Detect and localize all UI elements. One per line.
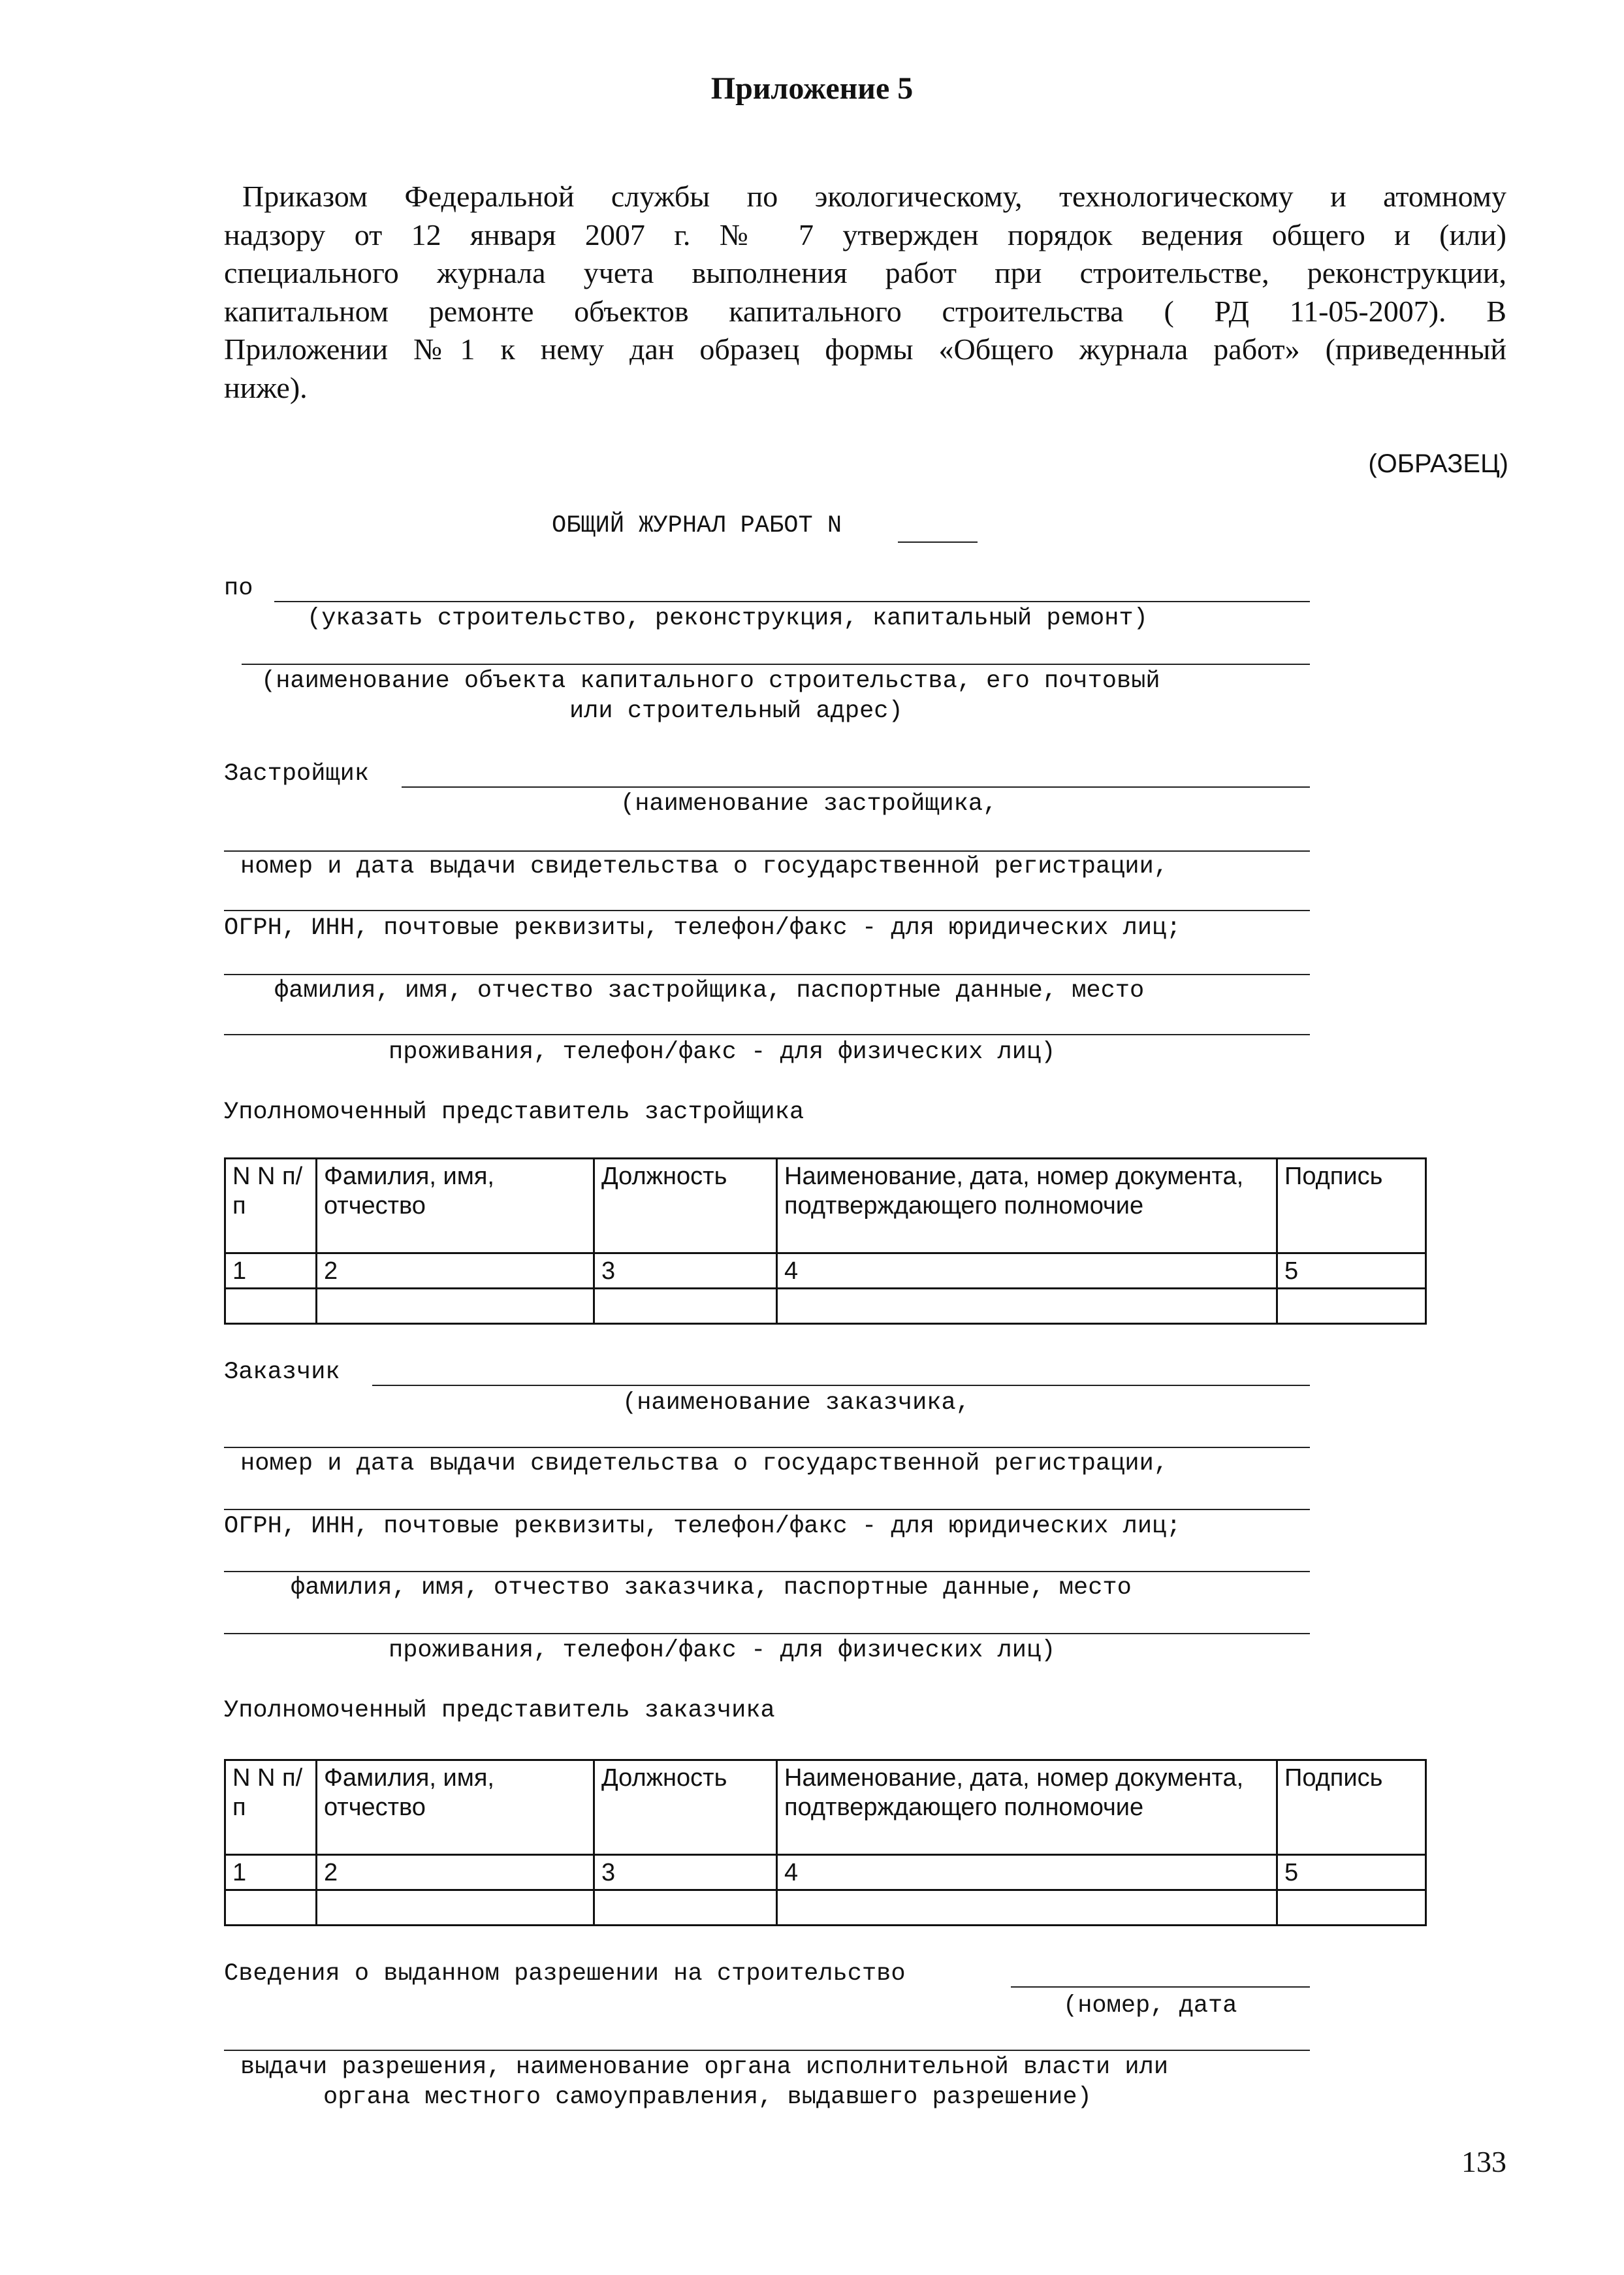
header-cell: Подпись (1277, 1159, 1426, 1253)
object-line (242, 664, 1310, 665)
number-cell: 4 (777, 1855, 1277, 1890)
customer-line (224, 1509, 1310, 1510)
developer-hint: фамилия, имя, отчество застройщика, паспортные данные, место (274, 977, 1145, 1005)
customer-rep-table (224, 1759, 1427, 1926)
page-title: Приложение 5 (710, 71, 914, 106)
object-hint: или строительный адрес) (569, 698, 903, 725)
customer-hint: (наименование заказчика, (622, 1389, 970, 1417)
developer-rep-table (224, 1157, 1427, 1325)
developer-label: Застройщик (224, 760, 370, 788)
customer-rep-label: Уполномоченный представитель заказчика (224, 1697, 775, 1724)
page-number: 133 (1461, 2145, 1506, 2178)
intro-line: капитальном ремонте объектов капитального строительства ( РД 11-05-2007). В (224, 294, 1506, 328)
developer-hint: номер и дата выдачи свидетельства о государственной регистрации, (240, 853, 1169, 880)
developer-rep-label: Уполномоченный представитель застройщика (224, 1099, 804, 1126)
empty-cell (225, 1890, 317, 1926)
object-hint: (наименование объекта капитального строительства, его почтовый (261, 668, 1160, 695)
developer-hint: проживания, телефон/факс - для физических лиц) (389, 1039, 1056, 1066)
intro-paragraph (224, 178, 1506, 407)
empty-cell (594, 1890, 777, 1926)
empty-cell (317, 1289, 594, 1324)
developer-line (224, 974, 1310, 975)
header-cell: Фамилия, имя, отчество (317, 1159, 594, 1253)
customer-line (372, 1385, 1310, 1386)
customer-hint: номер и дата выдачи свидетельства о государственной регистрации, (240, 1450, 1169, 1477)
number-cell: 1 (225, 1855, 317, 1890)
table-number-row (225, 1253, 1426, 1289)
developer-line (224, 850, 1310, 852)
permit-hint: (номер, дата (1063, 1992, 1237, 2020)
customer-hint: проживания, телефон/факс - для физических лиц) (389, 1637, 1056, 1664)
customer-line (224, 1447, 1310, 1448)
table-header-row (225, 1760, 1426, 1855)
number-cell: 2 (317, 1855, 594, 1890)
empty-cell (777, 1890, 1277, 1926)
customer-line (224, 1571, 1310, 1572)
developer-hint: (наименование застройщика, (620, 790, 998, 818)
permit-hint: органа местного самоуправления, выдавшего разрешение) (323, 2084, 1092, 2111)
empty-cell (594, 1289, 777, 1324)
developer-line (224, 1034, 1310, 1035)
number-cell: 2 (317, 1253, 594, 1289)
developer-line (402, 786, 1310, 788)
customer-line (224, 1633, 1310, 1634)
empty-cell (225, 1289, 317, 1324)
developer-line (224, 910, 1310, 911)
number-cell: 5 (1277, 1253, 1426, 1289)
sample-label: (ОБРАЗЕЦ) (1368, 449, 1508, 478)
table-number-row (225, 1855, 1426, 1890)
intro-line: Приложении №1 к нему дан образец формы «Общего журнала работ» (приведенный (224, 332, 1506, 366)
intro-line: ниже). (224, 370, 308, 404)
permit-line (224, 2050, 1310, 2051)
number-cell: 4 (777, 1253, 1277, 1289)
header-cell: Должность (594, 1159, 777, 1253)
header-cell: N N п/п (225, 1159, 317, 1253)
header-cell: Фамилия, имя, отчество (317, 1760, 594, 1855)
header-cell: N N п/п (225, 1760, 317, 1855)
customer-label: Заказчик (224, 1359, 340, 1386)
po-line (274, 601, 1310, 602)
header-cell: Наименование, дата, номер документа, подтверждающего полномочие (777, 1159, 1277, 1253)
header-cell: Должность (594, 1760, 777, 1855)
header-cell: Подпись (1277, 1760, 1426, 1855)
customer-hint: фамилия, имя, отчество заказчика, паспортные данные, место (291, 1574, 1132, 1602)
number-cell: 3 (594, 1855, 777, 1890)
number-cell: 5 (1277, 1855, 1426, 1890)
intro-line: специального журнала учета выполнения работ при строительстве, реконструкции, (224, 256, 1506, 289)
table-row (225, 1890, 1426, 1926)
customer-hint: ОГРН, ИНН, почтовые реквизиты, телефон/факс - для юридических лиц; (224, 1513, 1181, 1540)
intro-line: надзору от 12 января 2007 г. № 7 утвержден порядок ведения общего и (или) (224, 218, 1506, 251)
header-cell: Наименование, дата, номер документа, подтверждающего полномочие (777, 1760, 1277, 1855)
empty-cell (1277, 1289, 1426, 1324)
number-cell: 1 (225, 1253, 317, 1289)
empty-cell (777, 1289, 1277, 1324)
developer-hint: ОГРН, ИНН, почтовые реквизиты, телефон/факс - для юридических лиц; (224, 914, 1181, 942)
permit-line (1011, 1986, 1310, 1988)
empty-cell (1277, 1890, 1426, 1926)
intro-line: Приказом Федеральной службы по экологическому, технологическому и атомному (242, 180, 1506, 213)
number-cell: 3 (594, 1253, 777, 1289)
po-label: по (224, 575, 253, 602)
empty-cell (317, 1890, 594, 1926)
journal-title: ОБЩИЙ ЖУРНАЛ РАБОТ N (552, 512, 842, 540)
table-header-row (225, 1159, 1426, 1253)
journal-number-line (898, 541, 978, 543)
table-row (225, 1289, 1426, 1324)
permit-label: Сведения о выданном разрешении на строительство (224, 1960, 906, 1988)
permit-hint: выдачи разрешения, наименование органа исполнительной власти или (240, 2054, 1169, 2081)
po-hint: (указать строительство, реконструкция, капитальный ремонт) (307, 605, 1148, 632)
